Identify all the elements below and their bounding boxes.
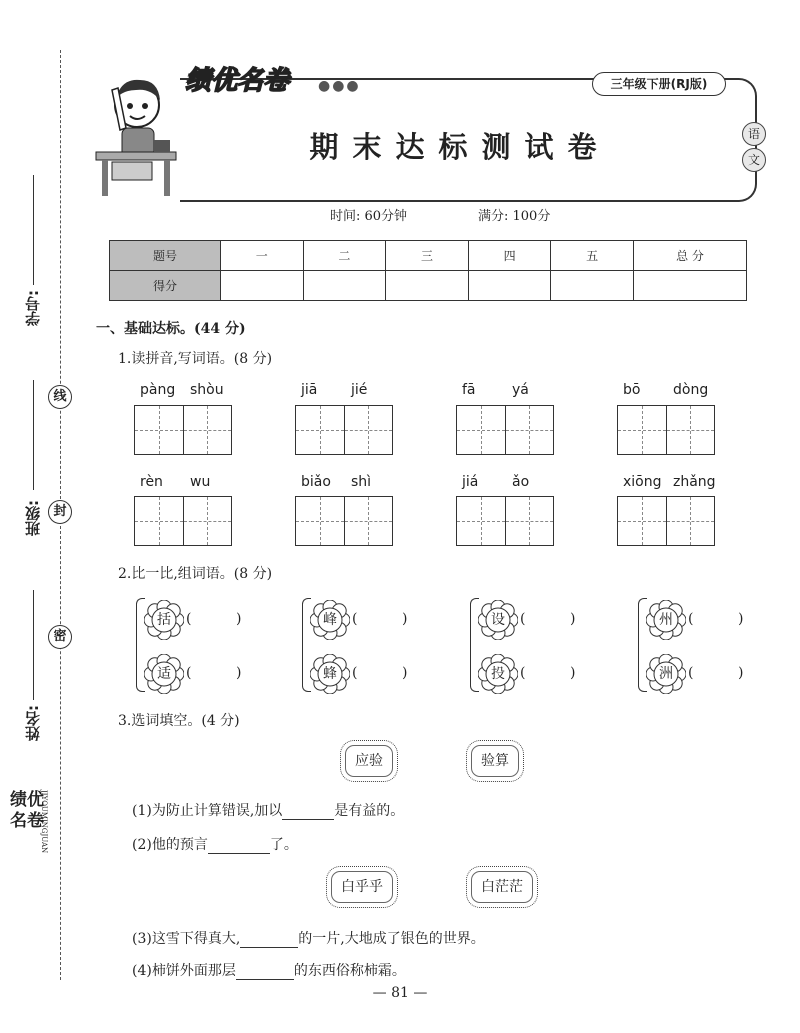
page-number: — 81 — bbox=[372, 985, 428, 1001]
sentence-text: (1)为防止计算错误,加以 bbox=[132, 803, 283, 819]
grid-cell[interactable] bbox=[135, 497, 184, 545]
subject-badge bbox=[742, 122, 766, 174]
pinyin-syllable: zhǎng bbox=[673, 474, 716, 490]
score-table-score-row bbox=[110, 271, 747, 301]
brand-pinyin: JIYOUMINGJUAN bbox=[40, 790, 48, 854]
answer-paren[interactable]: ( ) bbox=[352, 611, 408, 627]
pinyin-syllable: yá bbox=[512, 382, 529, 398]
q3-sentence-1 bbox=[132, 800, 404, 820]
score-table-header-row bbox=[110, 241, 747, 271]
grid-cell[interactable] bbox=[667, 497, 715, 545]
sentence-text: 是有益的。 bbox=[334, 803, 405, 819]
score-input-cell[interactable] bbox=[551, 271, 634, 301]
grid-cell[interactable] bbox=[457, 406, 506, 454]
fill-blank[interactable] bbox=[208, 837, 270, 854]
name-label: 姓名: bbox=[24, 705, 42, 741]
flower-character bbox=[144, 600, 184, 640]
sentence-text: 了。 bbox=[269, 837, 298, 853]
grid-cell[interactable] bbox=[296, 497, 345, 545]
pinyin-syllable: shòu bbox=[190, 382, 224, 398]
table-cell: 五 bbox=[551, 241, 634, 271]
score-input-cell[interactable] bbox=[303, 271, 386, 301]
table-cell: 题号 bbox=[110, 241, 221, 271]
grid-cell[interactable] bbox=[184, 497, 232, 545]
score-table bbox=[109, 240, 747, 301]
sentence-text: 的一片,大地成了银色的世界。 bbox=[298, 931, 485, 947]
student-cartoon-illustration bbox=[92, 70, 182, 200]
flower-character bbox=[478, 654, 518, 694]
grade-badge: 三年级下册(RJ版) bbox=[592, 72, 726, 96]
table-cell: 二 bbox=[303, 241, 386, 271]
fill-blank[interactable] bbox=[282, 803, 334, 820]
writing-grid-box[interactable] bbox=[617, 496, 715, 546]
pinyin-syllable: fā bbox=[462, 382, 476, 398]
q3-sentence-3 bbox=[132, 928, 485, 948]
seal-secret-mark: 密 bbox=[48, 625, 72, 649]
exam-time: 时间: 60分钟 bbox=[330, 209, 408, 224]
flower-character bbox=[646, 654, 686, 694]
full-score: 满分: 100分 bbox=[478, 209, 551, 224]
section1-title: 一、基础达标。(44 分) bbox=[96, 321, 246, 337]
q3-sentence-2 bbox=[132, 834, 298, 854]
word-option-2: 验算 bbox=[466, 740, 524, 782]
grid-cell[interactable] bbox=[345, 497, 393, 545]
subject-char-2: 文 bbox=[742, 148, 766, 172]
flower-char: 括 bbox=[157, 612, 171, 628]
writing-grid-box[interactable] bbox=[295, 496, 393, 546]
table-cell: 四 bbox=[468, 241, 551, 271]
flower-character bbox=[478, 600, 518, 640]
grid-cell[interactable] bbox=[667, 406, 715, 454]
flower-char: 设 bbox=[491, 612, 505, 628]
answer-paren[interactable]: ( ) bbox=[352, 665, 408, 681]
name-blank[interactable] bbox=[33, 590, 34, 700]
table-cell: 三 bbox=[386, 241, 469, 271]
fill-blank[interactable] bbox=[240, 931, 298, 948]
grid-cell[interactable] bbox=[135, 406, 184, 454]
brand-vertical-logo: 绩优名卷 bbox=[10, 790, 44, 831]
writing-grid-box[interactable] bbox=[456, 496, 554, 546]
word-option-4: 白茫茫 bbox=[466, 866, 538, 908]
answer-paren[interactable]: ( ) bbox=[186, 665, 242, 681]
table-cell: 得分 bbox=[110, 271, 221, 301]
answer-paren[interactable]: ( ) bbox=[688, 665, 744, 681]
brand-logo: 绩优名卷 bbox=[185, 66, 290, 96]
grid-cell[interactable] bbox=[345, 406, 393, 454]
sentence-text: (2)他的预言 bbox=[132, 837, 208, 853]
table-cell: 总 分 bbox=[634, 241, 747, 271]
pinyin-syllable: pàng bbox=[140, 382, 176, 398]
fill-blank[interactable] bbox=[236, 963, 294, 980]
q3-sentence-4 bbox=[132, 960, 406, 980]
score-input-cell[interactable] bbox=[221, 271, 304, 301]
word-option-3: 白乎乎 bbox=[326, 866, 398, 908]
header-dots: ●●● bbox=[318, 78, 361, 94]
student-id-label: 学号: bbox=[24, 290, 42, 326]
student-id-blank[interactable] bbox=[33, 175, 34, 285]
q2-title: 2.比一比,组词语。(8 分) bbox=[118, 566, 273, 582]
writing-grid-box[interactable] bbox=[295, 405, 393, 455]
flower-character bbox=[310, 654, 350, 694]
flower-character bbox=[144, 654, 184, 694]
flower-character bbox=[646, 600, 686, 640]
flower-char: 蜂 bbox=[323, 666, 337, 682]
answer-paren[interactable]: ( ) bbox=[688, 611, 744, 627]
sentence-text: (3)这雪下得真大, bbox=[132, 931, 241, 947]
exam-title: 期末达标测试卷 bbox=[309, 130, 611, 164]
pinyin-syllable: jiā bbox=[301, 382, 318, 398]
writing-grid-box[interactable] bbox=[617, 405, 715, 455]
class-blank[interactable] bbox=[33, 380, 34, 490]
flower-character bbox=[310, 600, 350, 640]
answer-paren[interactable]: ( ) bbox=[186, 611, 242, 627]
sentence-text: 的东西俗称柿霜。 bbox=[293, 963, 406, 979]
grid-cell[interactable] bbox=[457, 497, 506, 545]
grid-cell[interactable] bbox=[618, 497, 667, 545]
pinyin-syllable: dòng bbox=[673, 382, 709, 398]
seal-line-mark: 线 bbox=[48, 385, 72, 409]
writing-grid-box[interactable] bbox=[134, 496, 232, 546]
q3-title: 3.选词填空。(4 分) bbox=[118, 713, 240, 729]
class-label: 班级: bbox=[24, 500, 42, 536]
flower-char: 适 bbox=[157, 666, 171, 682]
grid-cell[interactable] bbox=[506, 497, 554, 545]
pinyin-syllable: wu bbox=[190, 474, 211, 490]
grid-cell[interactable] bbox=[184, 406, 232, 454]
flower-char: 投 bbox=[491, 666, 505, 682]
table-cell: 一 bbox=[221, 241, 304, 271]
grid-cell[interactable] bbox=[618, 406, 667, 454]
pinyin-syllable: biǎo bbox=[301, 474, 331, 490]
answer-paren[interactable]: ( ) bbox=[520, 611, 576, 627]
subject-char-1: 语 bbox=[742, 122, 766, 146]
score-input-cell[interactable] bbox=[634, 271, 747, 301]
pinyin-syllable: xiōng bbox=[623, 474, 662, 490]
pinyin-syllable: jié bbox=[351, 382, 368, 398]
pinyin-syllable: bō bbox=[623, 382, 641, 398]
sentence-text: (4)柿饼外面那层 bbox=[132, 963, 236, 979]
word-option-1: 应验 bbox=[340, 740, 398, 782]
seal-seal-mark: 封 bbox=[48, 500, 72, 524]
flower-char: 洲 bbox=[659, 666, 673, 682]
flower-char: 峰 bbox=[323, 612, 337, 628]
answer-paren[interactable]: ( ) bbox=[520, 665, 576, 681]
q1-title: 1.读拼音,写词语。(8 分) bbox=[118, 351, 273, 367]
pinyin-syllable: ǎo bbox=[512, 474, 530, 490]
score-input-cell[interactable] bbox=[386, 271, 469, 301]
flower-char: 州 bbox=[659, 612, 673, 628]
grid-cell[interactable] bbox=[296, 406, 345, 454]
writing-grid-box[interactable] bbox=[134, 405, 232, 455]
pinyin-syllable: rèn bbox=[140, 474, 163, 490]
score-input-cell[interactable] bbox=[468, 271, 551, 301]
writing-grid-box[interactable] bbox=[456, 405, 554, 455]
pinyin-syllable: jiá bbox=[462, 474, 479, 490]
grid-cell[interactable] bbox=[506, 406, 554, 454]
pinyin-syllable: shì bbox=[351, 474, 372, 490]
